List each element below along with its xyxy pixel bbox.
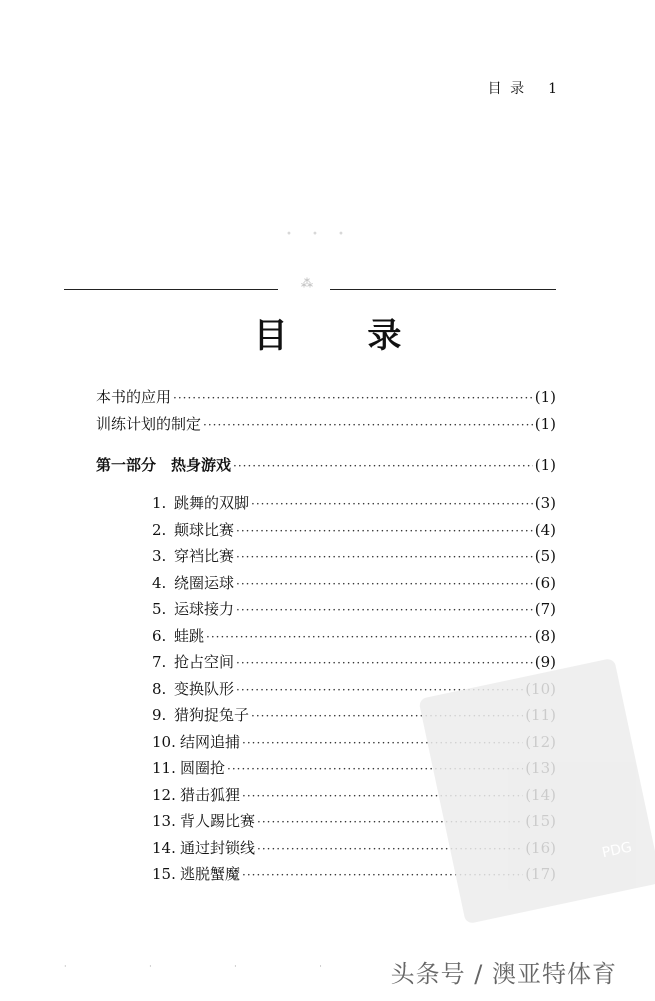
toc-item-number: 5. (152, 600, 167, 618)
running-head-page-number: 1 (548, 81, 559, 97)
toc-item-number: 12. (152, 786, 176, 804)
source-watermark: 头条号 / 澳亚特体育 (390, 960, 617, 988)
toc-item-label: 结网追捕 (180, 733, 241, 751)
toc-entry-page: (1) (534, 388, 556, 406)
toc-entry-label: 训练计划的制定 (96, 415, 202, 433)
leader-dots (236, 547, 533, 567)
leader-dots (251, 494, 533, 514)
leader-dots (233, 456, 533, 476)
toc-item-page: (6) (534, 574, 556, 592)
faint-seal-mark: · · · (285, 222, 351, 247)
toc-item[interactable] (152, 626, 556, 646)
toc-item-number: 2. (152, 521, 167, 539)
toc-item-label: 跳舞的双脚 (174, 494, 250, 512)
toc-item-label: 绕圈运球 (174, 574, 235, 592)
toc-item-label: 逃脱蟹魔 (180, 865, 241, 883)
toc-item-number: 10. (152, 733, 176, 751)
toc-item-label: 抢占空间 (174, 653, 235, 671)
running-head-title: 目 录 (487, 81, 527, 97)
toc-item-number: 9. (152, 706, 167, 724)
toc-item-number: 8. (152, 680, 167, 698)
toc-item-page: (3) (534, 494, 556, 512)
toc-item-label: 蛙跳 (174, 627, 205, 645)
toc-item-number: 11. (152, 759, 176, 777)
toc-item-label: 穿裆比赛 (174, 547, 235, 565)
leader-dots (236, 574, 533, 594)
leader-dots (236, 521, 533, 541)
toc-item-label: 通过封锁线 (180, 839, 256, 857)
running-head (488, 78, 559, 98)
toc-part-heading[interactable] (96, 455, 556, 475)
toc-item-number: 7. (152, 653, 167, 671)
toc-item[interactable] (152, 546, 556, 566)
toc-item-page: (9) (534, 653, 556, 671)
toc-entry-label: 本书的应用 (96, 388, 172, 406)
toc-item-page: (5) (534, 547, 556, 565)
toc-item-label: 猎狗捉兔子 (174, 706, 250, 724)
toc-item-label: 猎击狐狸 (180, 786, 241, 804)
toc-item-label: 背人踢比赛 (180, 812, 256, 830)
toc-item-page: (4) (534, 521, 556, 539)
toc-item-label: 圆圈抢 (180, 759, 226, 777)
toc-entry-usage[interactable] (96, 387, 556, 407)
leader-dots (203, 415, 533, 435)
divider-right (330, 289, 556, 290)
toc-item-page: (8) (534, 627, 556, 645)
leader-dots (173, 388, 533, 408)
divider-ornament: ⁂ (301, 276, 313, 290)
toc-item[interactable] (152, 520, 556, 540)
toc-item-number: 14. (152, 839, 176, 857)
leader-dots (236, 600, 533, 620)
toc-item[interactable] (152, 652, 556, 672)
watermark-seal-text: PDG (600, 839, 634, 862)
divider-left (64, 289, 278, 290)
toc-item-page: (7) (534, 600, 556, 618)
toc-item-label: 运球接力 (174, 600, 235, 618)
toc-item-number: 1. (152, 494, 167, 512)
toc-item-label: 变换队形 (174, 680, 235, 698)
toc-item-number: 6. (152, 627, 167, 645)
toc-entry-training-plan[interactable] (96, 414, 556, 434)
toc-item[interactable] (152, 599, 556, 619)
page-title: 目 录 (253, 316, 436, 356)
toc-item[interactable] (152, 493, 556, 513)
leader-dots (206, 627, 533, 647)
toc-item-number: 4. (152, 574, 167, 592)
leader-dots (236, 653, 533, 673)
toc-item-number: 13. (152, 812, 176, 830)
toc-item-number: 3. (152, 547, 167, 565)
toc-item-label: 颠球比赛 (174, 521, 235, 539)
toc-entry-page: (1) (534, 415, 556, 433)
scan-artifact-dots: · · · · · (64, 962, 447, 971)
toc-part-page: (1) (534, 456, 556, 474)
toc-item-number: 15. (152, 865, 176, 883)
toc-part-label: 第一部分 热身游戏 (96, 456, 232, 474)
toc-item[interactable] (152, 573, 556, 593)
